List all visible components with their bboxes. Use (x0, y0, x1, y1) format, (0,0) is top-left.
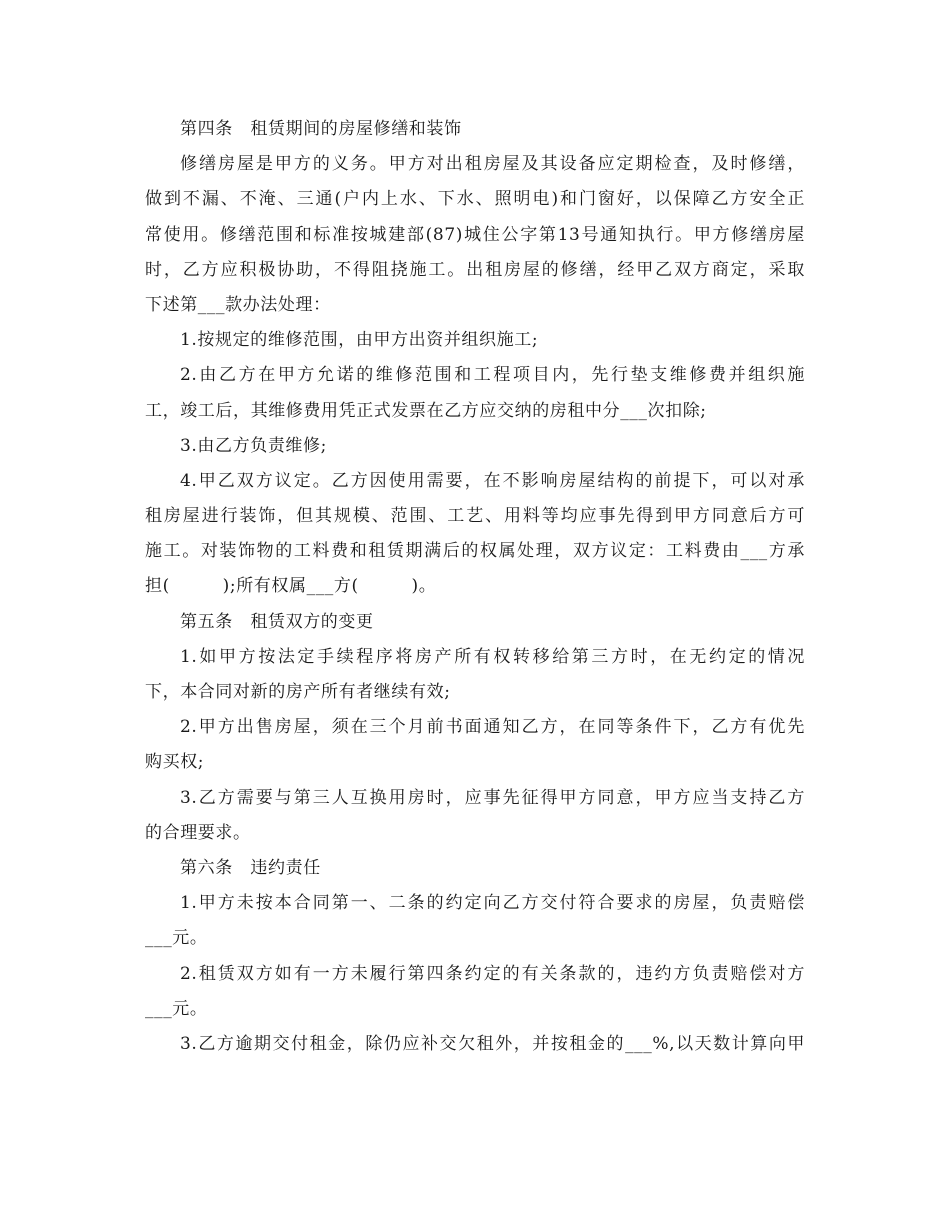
text-line: 修缮房屋是甲方的义务。甲方对出租房屋及其设备应定期检查，及时修缮， (180, 154, 805, 175)
text-line: 4.甲乙双方议定。乙方因使用需要，在不影响房屋结构的前提下，可以对承 (180, 470, 805, 491)
text-line: 1.甲方未按本合同第一、二条的约定向乙方交付符合要求的房屋，负责赔偿 (180, 893, 805, 914)
text-line: 工，竣工后，其维修费用凭正式发票在乙方应交纳的房租中分___次扣除; (145, 400, 707, 421)
text-line: 第四条 租赁期间的房屋修缮和装饰 (180, 119, 462, 139)
document-page (145, 112, 805, 1062)
text-line: 3.乙方需要与第三人互换用房时，应事先征得甲方同意，甲方应当支持乙方 (180, 787, 805, 808)
text-line: 1.如甲方按法定手续程序将房产所有权转移给第三方时，在无约定的情况 (180, 646, 805, 667)
text-line: 3.由乙方负责维修; (180, 435, 327, 456)
text-line: 1.按规定的维修范围，由甲方出资并组织施工; (180, 330, 539, 351)
text-line: 2.甲方出售房屋，须在三个月前书面通知乙方，在同等条件下，乙方有优先 (180, 717, 805, 738)
text-line: 2.租赁双方如有一方未履行第四条约定的有关条款的，违约方负责赔偿对方 (180, 963, 805, 984)
text-line: ___元。 (145, 998, 208, 1019)
text-line: ___元。 (145, 928, 208, 949)
text-line: 担( );所有权属___方( )。 (145, 576, 437, 597)
text-line: 的合理要求。 (145, 822, 251, 843)
text-line: 第六条 违约责任 (180, 857, 321, 878)
text-line: 2.由乙方在甲方允诺的维修范围和工程项目内，先行垫支维修费并组织施 (180, 365, 805, 386)
text-line: 下述第___款办法处理： (145, 294, 331, 315)
text-line: 购买权; (145, 752, 205, 773)
text-line: 租房屋进行装饰，但其规模、范围、工艺、用料等均应事先得到甲方同意后方可 (145, 506, 805, 527)
text-line: 下，本合同对新的房产所有者继续有效; (145, 682, 451, 702)
text-line: 3.乙方逾期交付租金，除仍应补交欠租外，并按租金的___%,以天数计算向甲 (180, 1033, 805, 1054)
text-line: 施工。对装饰物的工料费和租赁期满后的权属处理，双方议定：工料费由___方承 (145, 541, 805, 562)
text-line: 第五条 租赁双方的变更 (180, 611, 374, 632)
text-line: 时，乙方应积极协助，不得阻挠施工。出租房屋的修缮，经甲乙双方商定，采取 (145, 259, 805, 280)
text-line: 常使用。修缮范围和标准按城建部(87)城住公字第13号通知执行。甲方修缮房屋 (145, 224, 805, 245)
text-line: 做到不漏、不淹、三通(户内上水、下水、照明电)和门窗好，以保障乙方安全正 (145, 189, 805, 210)
